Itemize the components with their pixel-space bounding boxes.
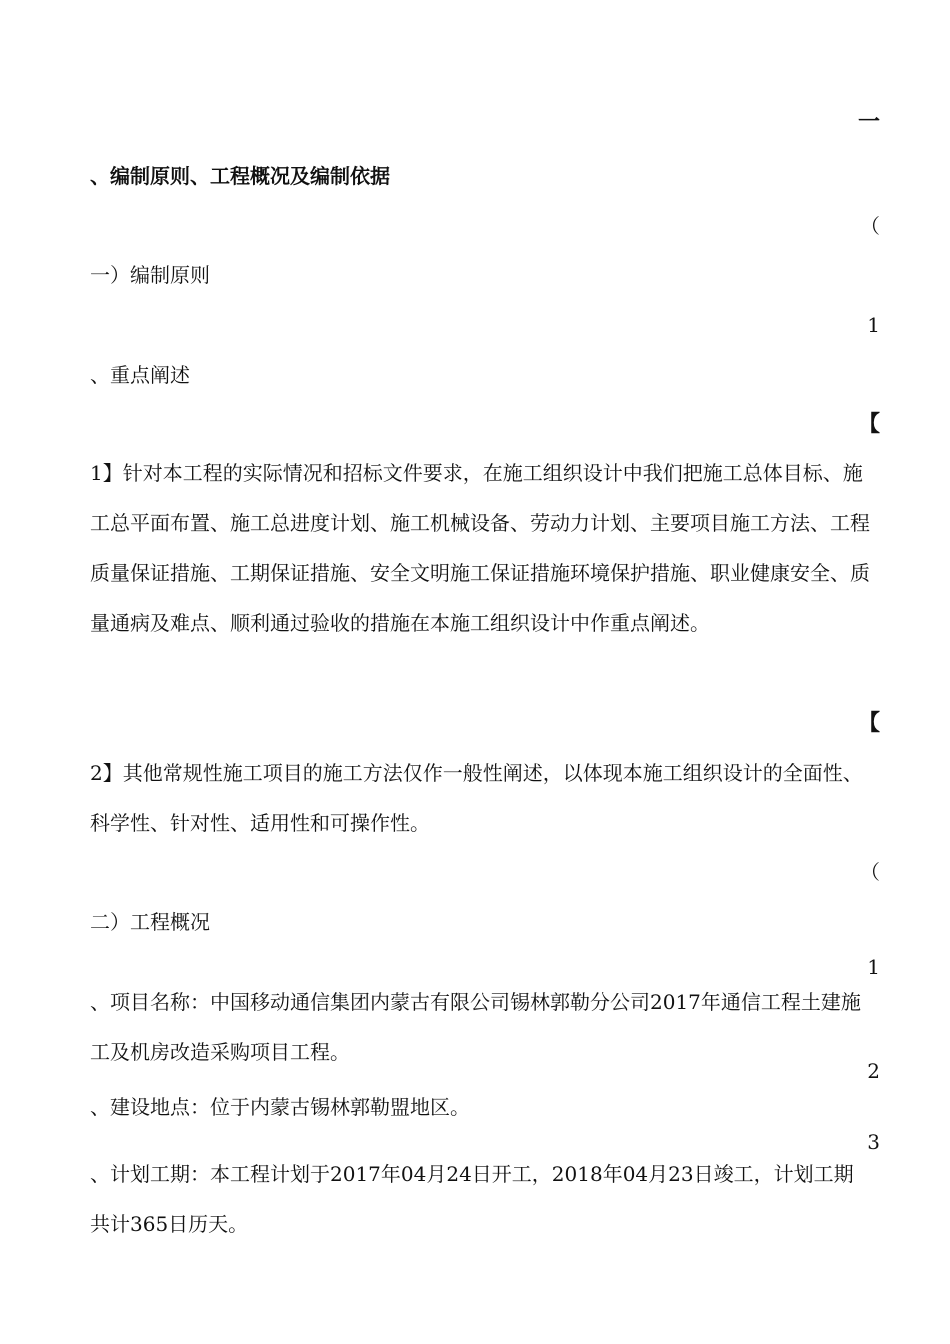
- para-bracket-marker: 【: [857, 411, 880, 437]
- section-number-marker: 一: [857, 109, 880, 135]
- overview-item-project-name: 、项目名称：中国移动通信集团内蒙古有限公司锡林郭勒分公司2017年通信工程土建施工及机房改造采购项目工程。: [90, 990, 861, 1064]
- section-title: 、编制原则、工程概况及编制依据: [90, 164, 390, 188]
- subsection-open-paren: （: [860, 214, 880, 238]
- para-bracket-marker: 【: [857, 710, 880, 736]
- overview-item-number: 3: [867, 1130, 880, 1154]
- paragraph-2: 2】其他常规性施工项目的施工方法仅作一般性阐述，以体现本施工组织设计的全面性、科学性、针对性、适用性和可操作性。: [90, 761, 863, 835]
- paragraph-1: 1】针对本工程的实际情况和招标文件要求，在施工组织设计中我们把施工总体目标、施工总平面布置、施工总进度计划、施工机械设备、劳动力计划、主要项目施工方法、工程质量保证措施、工期保证措施、安全文明施工保证措施环境保护措施、职业健康安全、质量通病及难点、顺利通过验收的措施在本施工组织设计中作重点阐述。: [90, 461, 870, 635]
- item-title-key-points: 、重点阐述: [90, 363, 190, 387]
- subsection-open-paren: （: [860, 860, 880, 884]
- subsection-title-principles: 一）编制原则: [90, 263, 210, 287]
- item-number: 1: [867, 313, 880, 337]
- overview-item-location: 、建设地点：位于内蒙古锡林郭勒盟地区。: [90, 1095, 470, 1119]
- overview-item-number: 1: [867, 955, 880, 979]
- overview-item-schedule: 、计划工期：本工程计划于2017年04月24日开工，2018年04月23日竣工，计划工期共计365日历天。: [90, 1162, 854, 1236]
- overview-item-number: 2: [867, 1059, 880, 1083]
- subsection-title-overview: 二）工程概况: [90, 910, 210, 934]
